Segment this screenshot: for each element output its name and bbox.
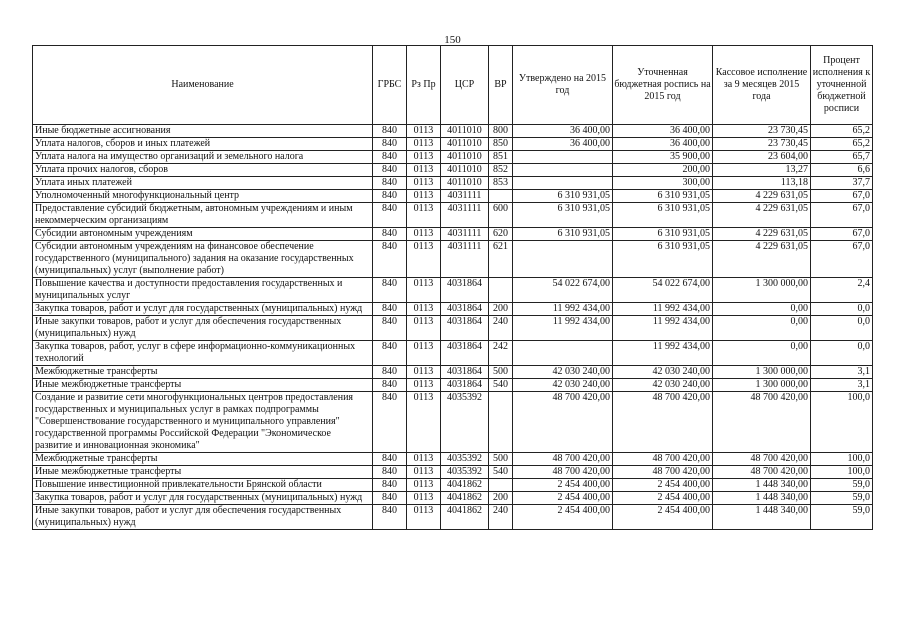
cell-percent: 6,6 xyxy=(811,164,873,177)
cell-vr xyxy=(489,479,513,492)
cell-rzpr: 0113 xyxy=(407,492,441,505)
cell-refined: 11 992 434,00 xyxy=(613,303,713,316)
cell-grbs: 840 xyxy=(373,392,407,453)
cell-rzpr: 0113 xyxy=(407,392,441,453)
table-row xyxy=(33,241,873,278)
cell-approved: 36 400,00 xyxy=(513,125,613,138)
cell-approved xyxy=(513,151,613,164)
cell-cash: 1 300 000,00 xyxy=(713,366,811,379)
cell-grbs: 840 xyxy=(373,151,407,164)
cell-csr: 4035392 xyxy=(441,392,489,453)
cell-csr: 4031864 xyxy=(441,341,489,366)
cell-rzpr: 0113 xyxy=(407,138,441,151)
cell-percent: 2,4 xyxy=(811,278,873,303)
cell-grbs: 840 xyxy=(373,190,407,203)
cell-grbs: 840 xyxy=(373,366,407,379)
cell-grbs: 840 xyxy=(373,453,407,466)
cell-name: Межбюджетные трансферты xyxy=(33,366,373,379)
budget-table xyxy=(32,45,873,530)
cell-refined: 300,00 xyxy=(613,177,713,190)
cell-vr: 850 xyxy=(489,138,513,151)
cell-vr xyxy=(489,190,513,203)
cell-cash: 1 448 340,00 xyxy=(713,479,811,492)
header-grbs: ГРБС xyxy=(373,46,407,125)
cell-approved: 48 700 420,00 xyxy=(513,453,613,466)
cell-name: Уплата иных платежей xyxy=(33,177,373,190)
cell-refined: 2 454 400,00 xyxy=(613,492,713,505)
cell-rzpr: 0113 xyxy=(407,303,441,316)
cell-csr: 4011010 xyxy=(441,164,489,177)
cell-vr: 621 xyxy=(489,241,513,278)
cell-vr: 540 xyxy=(489,466,513,479)
cell-vr: 200 xyxy=(489,492,513,505)
cell-cash: 4 229 631,05 xyxy=(713,203,811,228)
cell-rzpr: 0113 xyxy=(407,278,441,303)
cell-approved: 2 454 400,00 xyxy=(513,492,613,505)
cell-name: Закупка товаров, работ, услуг в сфере информационно-коммуникационных технологий xyxy=(33,341,373,366)
cell-name: Иные межбюджетные трансферты xyxy=(33,466,373,479)
table-body xyxy=(33,125,873,530)
cell-name: Субсидии автономным учреждениям xyxy=(33,228,373,241)
cell-name: Повышение инвестиционной привлекательности Брянской области xyxy=(33,479,373,492)
cell-csr: 4031864 xyxy=(441,278,489,303)
table-row xyxy=(33,228,873,241)
cell-cash: 0,00 xyxy=(713,341,811,366)
cell-rzpr: 0113 xyxy=(407,453,441,466)
cell-refined: 6 310 931,05 xyxy=(613,190,713,203)
cell-grbs: 840 xyxy=(373,125,407,138)
cell-grbs: 840 xyxy=(373,479,407,492)
cell-grbs: 840 xyxy=(373,278,407,303)
cell-grbs: 840 xyxy=(373,505,407,530)
cell-refined: 200,00 xyxy=(613,164,713,177)
cell-vr xyxy=(489,392,513,453)
cell-approved: 48 700 420,00 xyxy=(513,392,613,453)
cell-approved: 2 454 400,00 xyxy=(513,479,613,492)
cell-vr: 242 xyxy=(489,341,513,366)
cell-refined: 6 310 931,05 xyxy=(613,203,713,228)
cell-cash: 23 730,45 xyxy=(713,125,811,138)
cell-percent: 0,0 xyxy=(811,303,873,316)
cell-refined: 6 310 931,05 xyxy=(613,228,713,241)
cell-approved xyxy=(513,241,613,278)
table-row xyxy=(33,466,873,479)
cell-percent: 0,0 xyxy=(811,316,873,341)
cell-grbs: 840 xyxy=(373,316,407,341)
table-row xyxy=(33,341,873,366)
cell-cash: 48 700 420,00 xyxy=(713,466,811,479)
cell-vr: 500 xyxy=(489,453,513,466)
cell-percent: 59,0 xyxy=(811,479,873,492)
cell-name: Создание и развитие сети многофункциональных центров предоставления государственных и муниципальных услуг в рамках подпрограммы "Совершенствование государственного и муниципального управления" государственной программы Российской Федерации "Экономическое развитие и инновационная экономика" xyxy=(33,392,373,453)
cell-approved: 48 700 420,00 xyxy=(513,466,613,479)
cell-name: Предоставление субсидий бюджетным, автономным учреждениям и иным некоммерческим организациям xyxy=(33,203,373,228)
cell-approved: 36 400,00 xyxy=(513,138,613,151)
cell-approved xyxy=(513,164,613,177)
cell-csr: 4031864 xyxy=(441,316,489,341)
cell-percent: 100,0 xyxy=(811,392,873,453)
cell-csr: 4031111 xyxy=(441,203,489,228)
cell-approved xyxy=(513,177,613,190)
cell-cash: 1 300 000,00 xyxy=(713,278,811,303)
cell-approved: 54 022 674,00 xyxy=(513,278,613,303)
cell-rzpr: 0113 xyxy=(407,203,441,228)
cell-grbs: 840 xyxy=(373,341,407,366)
cell-csr: 4035392 xyxy=(441,466,489,479)
cell-percent: 37,7 xyxy=(811,177,873,190)
cell-refined: 36 400,00 xyxy=(613,138,713,151)
cell-refined: 48 700 420,00 xyxy=(613,466,713,479)
header-approved: Утверждено на 2015 год xyxy=(513,46,613,125)
header-vr: ВР xyxy=(489,46,513,125)
table-row xyxy=(33,303,873,316)
cell-csr: 4035392 xyxy=(441,453,489,466)
table-row xyxy=(33,190,873,203)
cell-refined: 48 700 420,00 xyxy=(613,392,713,453)
cell-vr: 240 xyxy=(489,316,513,341)
cell-cash: 23 730,45 xyxy=(713,138,811,151)
cell-csr: 4031111 xyxy=(441,228,489,241)
header-csr: ЦСР xyxy=(441,46,489,125)
cell-rzpr: 0113 xyxy=(407,479,441,492)
table-row xyxy=(33,203,873,228)
cell-cash: 48 700 420,00 xyxy=(713,392,811,453)
cell-grbs: 840 xyxy=(373,203,407,228)
cell-refined: 48 700 420,00 xyxy=(613,453,713,466)
cell-name: Закупка товаров, работ и услуг для государственных (муниципальных) нужд xyxy=(33,492,373,505)
cell-vr: 200 xyxy=(489,303,513,316)
cell-vr: 852 xyxy=(489,164,513,177)
cell-csr: 4011010 xyxy=(441,125,489,138)
cell-cash: 1 448 340,00 xyxy=(713,505,811,530)
cell-vr: 853 xyxy=(489,177,513,190)
cell-percent: 3,1 xyxy=(811,366,873,379)
cell-refined: 2 454 400,00 xyxy=(613,505,713,530)
cell-vr: 620 xyxy=(489,228,513,241)
cell-name: Повышение качества и доступности предоставления государственных и муниципальных услуг xyxy=(33,278,373,303)
cell-csr: 4011010 xyxy=(441,151,489,164)
header-percent: Процент исполнения к уточненной бюджетной росписи xyxy=(811,46,873,125)
cell-vr: 800 xyxy=(489,125,513,138)
table-row xyxy=(33,492,873,505)
cell-approved: 2 454 400,00 xyxy=(513,505,613,530)
cell-cash: 48 700 420,00 xyxy=(713,453,811,466)
cell-percent: 59,0 xyxy=(811,505,873,530)
cell-refined: 42 030 240,00 xyxy=(613,366,713,379)
cell-vr xyxy=(489,278,513,303)
cell-rzpr: 0113 xyxy=(407,164,441,177)
cell-percent: 65,7 xyxy=(811,151,873,164)
cell-vr: 240 xyxy=(489,505,513,530)
cell-refined: 35 900,00 xyxy=(613,151,713,164)
cell-csr: 4011010 xyxy=(441,177,489,190)
cell-approved: 6 310 931,05 xyxy=(513,203,613,228)
table-row xyxy=(33,164,873,177)
cell-percent: 3,1 xyxy=(811,379,873,392)
cell-percent: 100,0 xyxy=(811,453,873,466)
cell-refined: 11 992 434,00 xyxy=(613,341,713,366)
cell-rzpr: 0113 xyxy=(407,341,441,366)
cell-refined: 54 022 674,00 xyxy=(613,278,713,303)
cell-grbs: 840 xyxy=(373,379,407,392)
cell-name: Иные закупки товаров, работ и услуг для обеспечения государственных (муниципальных) нужд xyxy=(33,316,373,341)
cell-grbs: 840 xyxy=(373,303,407,316)
header-cash: Кассовое исполнение за 9 месяцев 2015 года xyxy=(713,46,811,125)
cell-rzpr: 0113 xyxy=(407,241,441,278)
cell-percent: 65,2 xyxy=(811,125,873,138)
cell-grbs: 840 xyxy=(373,228,407,241)
cell-approved: 6 310 931,05 xyxy=(513,190,613,203)
cell-approved: 42 030 240,00 xyxy=(513,366,613,379)
cell-name: Уполномоченный многофункциональный центр xyxy=(33,190,373,203)
cell-cash: 113,18 xyxy=(713,177,811,190)
cell-percent: 67,0 xyxy=(811,190,873,203)
cell-grbs: 840 xyxy=(373,466,407,479)
cell-percent: 65,2 xyxy=(811,138,873,151)
table-row xyxy=(33,392,873,453)
cell-percent: 67,0 xyxy=(811,228,873,241)
cell-refined: 11 992 434,00 xyxy=(613,316,713,341)
cell-cash: 4 229 631,05 xyxy=(713,228,811,241)
table-row xyxy=(33,278,873,303)
cell-csr: 4031864 xyxy=(441,303,489,316)
cell-cash: 0,00 xyxy=(713,316,811,341)
cell-cash: 4 229 631,05 xyxy=(713,241,811,278)
cell-grbs: 840 xyxy=(373,241,407,278)
cell-percent: 67,0 xyxy=(811,203,873,228)
cell-percent: 100,0 xyxy=(811,466,873,479)
table-row xyxy=(33,138,873,151)
cell-csr: 4041862 xyxy=(441,505,489,530)
table-row xyxy=(33,177,873,190)
cell-approved: 11 992 434,00 xyxy=(513,316,613,341)
cell-grbs: 840 xyxy=(373,492,407,505)
table-row xyxy=(33,151,873,164)
page-number: 150 xyxy=(444,34,461,46)
cell-rzpr: 0113 xyxy=(407,151,441,164)
cell-name: Уплата налогов, сборов и иных платежей xyxy=(33,138,373,151)
cell-refined: 6 310 931,05 xyxy=(613,241,713,278)
header-name: Наименование xyxy=(33,46,373,125)
cell-vr: 500 xyxy=(489,366,513,379)
cell-name: Иные межбюджетные трансферты xyxy=(33,379,373,392)
table-row xyxy=(33,379,873,392)
cell-name: Иные закупки товаров, работ и услуг для обеспечения государственных (муниципальных) нужд xyxy=(33,505,373,530)
cell-csr: 4031864 xyxy=(441,379,489,392)
cell-name: Уплата прочих налогов, сборов xyxy=(33,164,373,177)
cell-csr: 4011010 xyxy=(441,138,489,151)
table-header-row xyxy=(33,46,873,125)
header-rzpr: Рз Пр xyxy=(407,46,441,125)
table-row xyxy=(33,453,873,466)
cell-cash: 1 448 340,00 xyxy=(713,492,811,505)
cell-rzpr: 0113 xyxy=(407,190,441,203)
cell-refined: 42 030 240,00 xyxy=(613,379,713,392)
cell-rzpr: 0113 xyxy=(407,366,441,379)
cell-vr: 600 xyxy=(489,203,513,228)
cell-refined: 36 400,00 xyxy=(613,125,713,138)
cell-refined: 2 454 400,00 xyxy=(613,479,713,492)
cell-csr: 4031111 xyxy=(441,190,489,203)
cell-percent: 0,0 xyxy=(811,341,873,366)
cell-approved: 11 992 434,00 xyxy=(513,303,613,316)
cell-rzpr: 0113 xyxy=(407,125,441,138)
cell-approved xyxy=(513,341,613,366)
cell-grbs: 840 xyxy=(373,138,407,151)
table-row xyxy=(33,505,873,530)
table-row xyxy=(33,125,873,138)
cell-name: Иные бюджетные ассигнования xyxy=(33,125,373,138)
cell-name: Уплата налога на имущество организаций и земельного налога xyxy=(33,151,373,164)
cell-rzpr: 0113 xyxy=(407,505,441,530)
table-row xyxy=(33,316,873,341)
cell-rzpr: 0113 xyxy=(407,177,441,190)
cell-name: Межбюджетные трансферты xyxy=(33,453,373,466)
cell-approved: 6 310 931,05 xyxy=(513,228,613,241)
cell-vr: 851 xyxy=(489,151,513,164)
cell-cash: 23 604,00 xyxy=(713,151,811,164)
table-row xyxy=(33,366,873,379)
cell-csr: 4041862 xyxy=(441,492,489,505)
cell-name: Закупка товаров, работ и услуг для государственных (муниципальных) нужд xyxy=(33,303,373,316)
cell-percent: 67,0 xyxy=(811,241,873,278)
cell-grbs: 840 xyxy=(373,164,407,177)
cell-grbs: 840 xyxy=(373,177,407,190)
cell-rzpr: 0113 xyxy=(407,379,441,392)
cell-csr: 4031111 xyxy=(441,241,489,278)
cell-rzpr: 0113 xyxy=(407,466,441,479)
cell-cash: 13,27 xyxy=(713,164,811,177)
cell-csr: 4031864 xyxy=(441,366,489,379)
cell-approved: 42 030 240,00 xyxy=(513,379,613,392)
cell-vr: 540 xyxy=(489,379,513,392)
cell-name: Субсидии автономным учреждениям на финансовое обеспечение государственного (муниципального) задания на оказание государственных (муниципальных) услуг (выполнение работ) xyxy=(33,241,373,278)
cell-csr: 4041862 xyxy=(441,479,489,492)
table-row xyxy=(33,479,873,492)
cell-percent: 59,0 xyxy=(811,492,873,505)
cell-rzpr: 0113 xyxy=(407,228,441,241)
header-refined: Уточненная бюджетная роспись на 2015 год xyxy=(613,46,713,125)
cell-cash: 4 229 631,05 xyxy=(713,190,811,203)
cell-cash: 1 300 000,00 xyxy=(713,379,811,392)
cell-rzpr: 0113 xyxy=(407,316,441,341)
cell-cash: 0,00 xyxy=(713,303,811,316)
